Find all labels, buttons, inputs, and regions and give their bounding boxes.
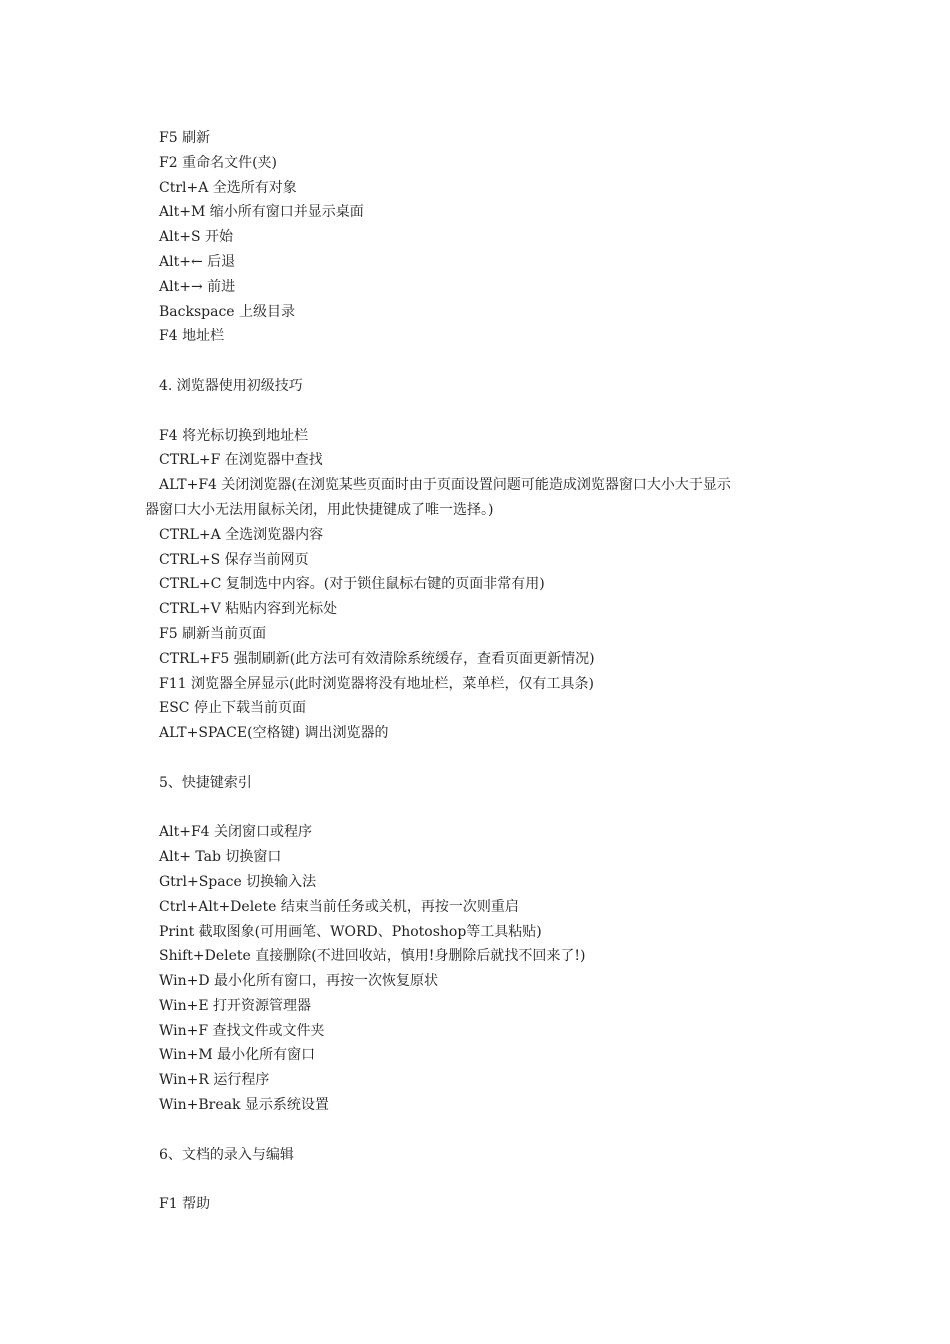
browser-shortcut-list <box>145 424 809 746</box>
shortcut-line: Alt+→ 前进 <box>159 278 236 295</box>
shortcut-line: Win+D 最小化所有窗口，再按一次恢复原状 <box>159 973 439 990</box>
shortcut-line: Alt+ Tab 切换窗口 <box>159 849 282 866</box>
shortcut-line: Ctrl+A 全选所有对象 <box>159 179 297 196</box>
shortcut-line: Alt+M 缩小所有窗口并显示桌面 <box>159 204 364 221</box>
shortcut-line: CTRL+F 在浏览器中查找 <box>159 452 323 469</box>
document-body <box>145 126 809 1217</box>
shortcut-line: Alt+S 开始 <box>159 229 233 246</box>
blank-line <box>159 1167 809 1192</box>
blank-line <box>159 796 809 821</box>
shortcut-line: Win+M 最小化所有窗口 <box>159 1047 316 1064</box>
shortcut-line: Win+F 查找文件或文件夹 <box>159 1022 325 1039</box>
shortcut-line: F1 帮助 <box>159 1196 211 1213</box>
shortcut-line: CTRL+C 复制选中内容。(对于锁住鼠标右键的页面非常有用) <box>159 576 545 593</box>
shortcut-line: Shift+Delete 直接删除(不进回收站，慎用!身删除后就找不回来了!) <box>159 948 586 965</box>
shortcut-line: CTRL+A 全选浏览器内容 <box>159 526 324 543</box>
section-heading-docs: 6、文档的录入与编辑 <box>159 1146 294 1163</box>
shortcut-line: Win+E 打开资源管理器 <box>159 997 312 1014</box>
shortcut-line: Gtrl+Space 切换输入法 <box>159 873 317 890</box>
section-heading-index: 5、快捷键索引 <box>159 774 252 791</box>
blank-line <box>159 399 809 424</box>
wrapped-line-second: 器窗口大小无法用鼠标关闭，用此快捷键成了唯一选择。) <box>145 501 494 518</box>
shortcut-line-wrapped <box>145 473 809 523</box>
shortcut-line: Win+R 运行程序 <box>159 1072 270 1089</box>
shortcut-line: F5 刷新当前页面 <box>159 625 267 642</box>
shortcut-line: Ctrl+Alt+Delete 结束当前任务或关机，再按一次则重启 <box>159 898 519 915</box>
shortcut-line: Alt+F4 关闭窗口或程序 <box>159 824 313 841</box>
shortcut-line: F4 将光标切换到地址栏 <box>159 427 309 444</box>
shortcut-line: Backspace 上级目录 <box>159 303 296 320</box>
docs-shortcut-list <box>159 1192 809 1217</box>
shortcut-line: F4 地址栏 <box>159 328 225 345</box>
section-heading-browser: 4. 浏览器使用初级技巧 <box>159 377 303 394</box>
shortcut-line: F5 刷新 <box>159 130 211 146</box>
shortcut-line: F2 重命名文件(夹) <box>159 154 277 171</box>
shortcut-line: Win+Break 显示系统设置 <box>159 1097 329 1114</box>
shortcut-line: CTRL+S 保存当前网页 <box>159 551 309 568</box>
blank-line <box>159 349 809 374</box>
shortcut-line: Alt+← 后退 <box>159 253 236 270</box>
shortcut-line: Print 截取图象(可用画笔、WORD、Photoshop等工具粘贴) <box>159 923 542 940</box>
blank-line <box>159 1118 809 1143</box>
shortcut-line: F11 浏览器全屏显示(此时浏览器将没有地址栏，菜单栏，仅有工具条) <box>159 675 594 692</box>
explorer-shortcut-list <box>159 126 809 349</box>
shortcut-line: ALT+SPACE(空格键) 调出浏览器的 <box>159 725 389 742</box>
shortcut-line: CTRL+V 粘贴内容到光标处 <box>159 601 338 618</box>
shortcut-line: ESC 停止下载当前页面 <box>159 700 306 717</box>
index-shortcut-list <box>159 820 809 1118</box>
wrapped-line-first: ALT+F4 关闭浏览器(在浏览某些页面时由于页面设置问题可能造成浏览器窗口大小大于显示 <box>159 477 731 494</box>
shortcut-line: CTRL+F5 强制刷新(此方法可有效清除系统缓存，查看页面更新情况) <box>159 650 595 667</box>
blank-line <box>159 746 809 771</box>
